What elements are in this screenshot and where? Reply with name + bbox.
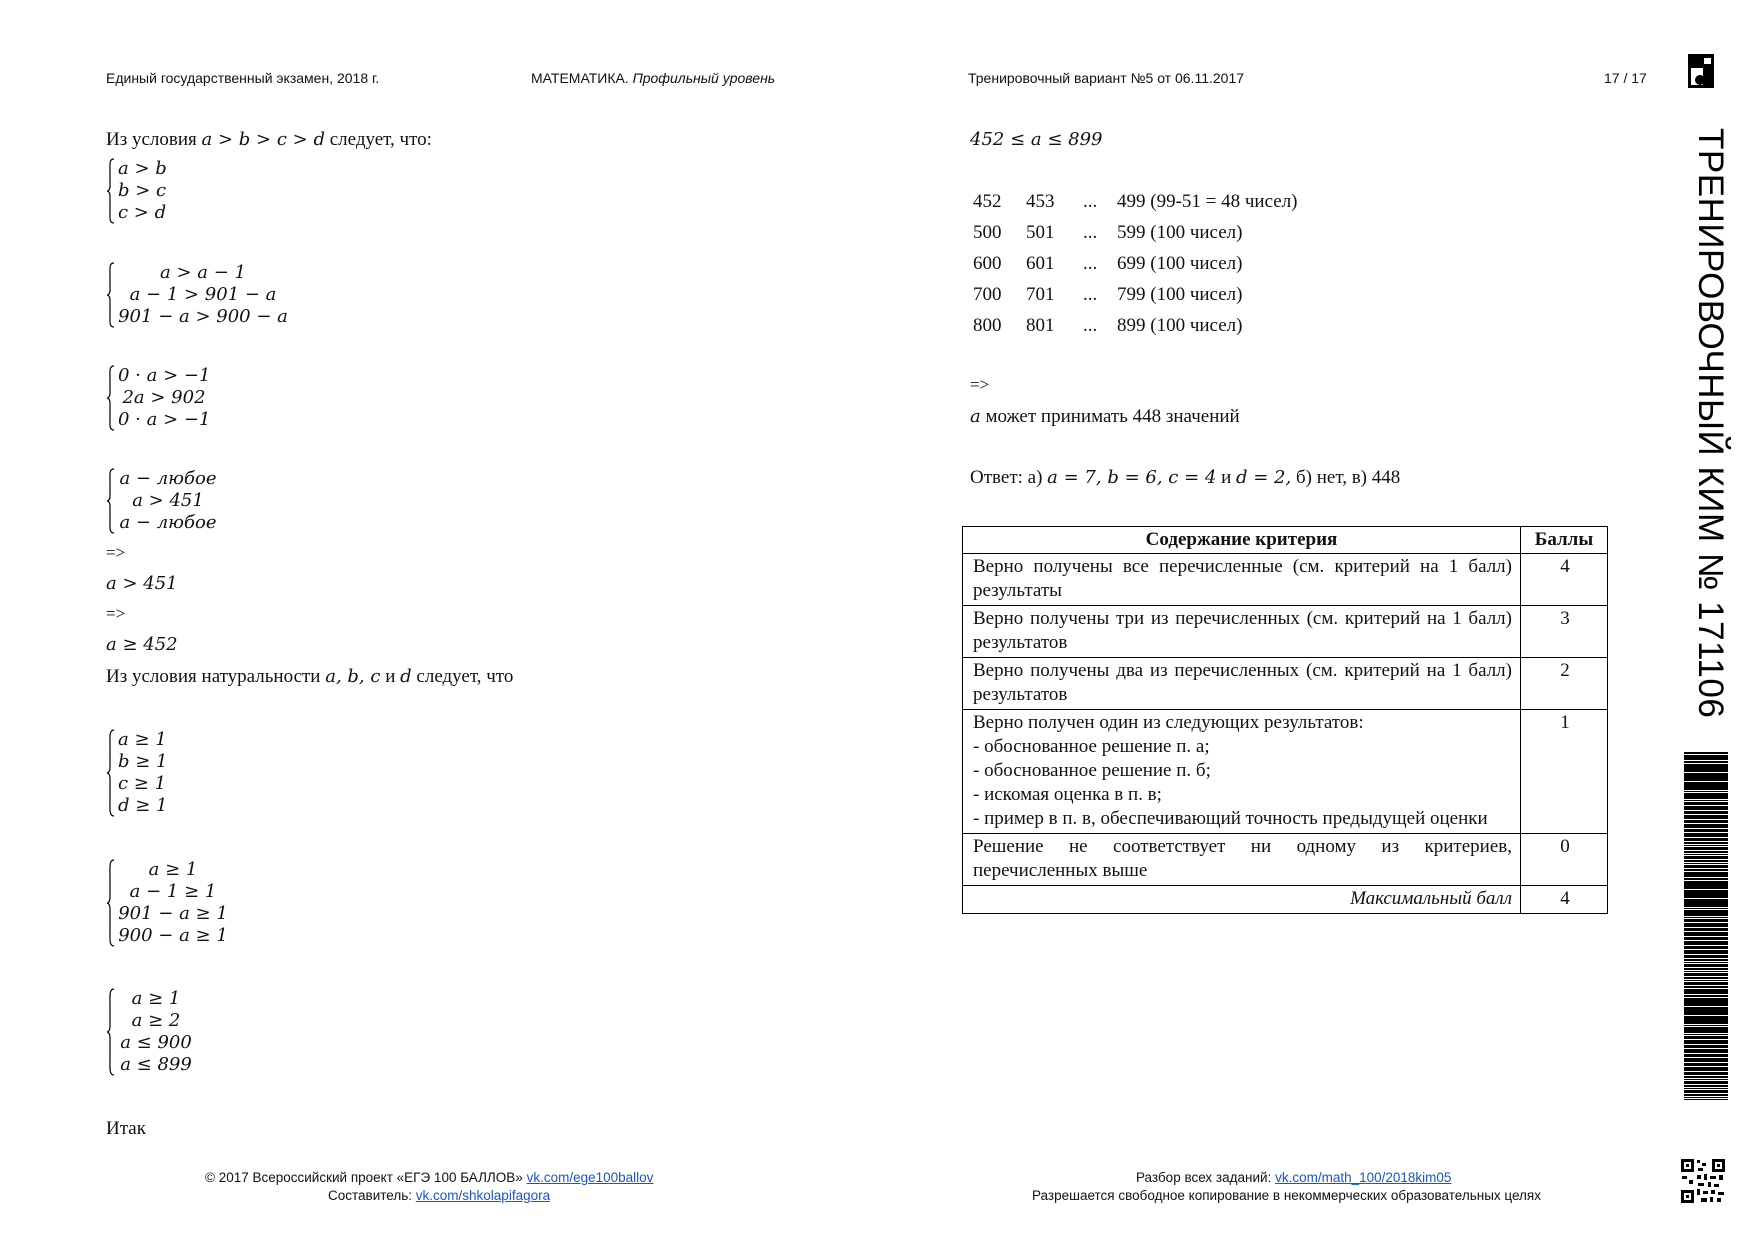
- result-2: a ≥ 452: [106, 634, 178, 655]
- barcode-icon: [1684, 752, 1728, 1100]
- system-3-row: 2a > 902: [122, 387, 206, 408]
- brace-icon: [106, 158, 115, 224]
- range-next: 453: [1026, 191, 1055, 212]
- range-inequality: 452 ≤ a ≤ 899: [970, 129, 1103, 150]
- score-cell: 3: [1521, 606, 1608, 658]
- header-subject-level: Профильный уровень: [632, 70, 776, 86]
- naturality-tail: следует, что: [416, 666, 514, 687]
- score-cell: 0: [1521, 834, 1608, 886]
- intro-text: Из условия: [106, 129, 197, 150]
- criterion-item: - обоснованное решение п. б;: [973, 760, 1211, 781]
- criterion-item: - пример в п. в, обеспечивающий точность предыдущей оценки: [973, 808, 1488, 829]
- arrow-2: =>: [106, 604, 126, 623]
- footer-author-link[interactable]: vk.com/shkolapifagora: [415, 1188, 551, 1203]
- footer-author: [328, 1188, 550, 1203]
- table-row: [963, 834, 1608, 886]
- criterion-header: Содержание критерия: [963, 527, 1521, 554]
- answer-tail: б) нет, в) 448: [1295, 467, 1401, 488]
- naturality-d: d: [400, 666, 412, 687]
- range-dots: ...: [1083, 253, 1098, 274]
- range-end: 599 (100 чисел): [1117, 222, 1243, 243]
- range-next: 601: [1026, 253, 1055, 274]
- footer-copyright-text: © 2017 Всероссийский проект «ЕГЭ 100 БАЛЛОВ»: [205, 1170, 523, 1185]
- naturality-and: и: [385, 666, 396, 687]
- score-cell: 4: [1521, 554, 1608, 606]
- system-5-row: b ≥ 1: [118, 751, 168, 772]
- result-1: a > 451: [106, 573, 178, 594]
- system-7-row: a ≤ 900: [120, 1032, 192, 1053]
- answer-and: и: [1221, 467, 1232, 488]
- side-title-text: ТРЕНИРОВОЧНЫЙ КИМ № 171106: [1691, 128, 1730, 719]
- criteria-table: [962, 526, 1608, 914]
- range-next: 501: [1026, 222, 1055, 243]
- brace-icon: [106, 468, 115, 534]
- system-6: [106, 859, 228, 947]
- criterion-cell: Решение не соответствует ни одному из критериев, перечисленных выше: [963, 834, 1521, 886]
- system-6-row: 901 − a ≥ 1: [118, 903, 228, 924]
- max-score-value: 4: [1521, 886, 1608, 914]
- answer-line: [970, 467, 1400, 489]
- range-next: 701: [1026, 284, 1055, 305]
- range-start: 500: [973, 222, 1002, 243]
- footer-tasks-text: Разбор всех заданий:: [1136, 1170, 1272, 1185]
- system-5-row: a ≥ 1: [118, 729, 167, 750]
- score-cell: 1: [1521, 710, 1608, 834]
- system-3-row: 0 · a > −1: [118, 409, 211, 430]
- itak-text: Итак: [106, 1118, 146, 1139]
- criterion-cell: Верно получены два из перечисленных (см. критерий на 1 балл) результатов: [963, 658, 1521, 710]
- max-score-label: Максимальный балл: [963, 886, 1521, 914]
- system-4-row: a > 451: [132, 490, 204, 511]
- system-6-row: 900 − a ≥ 1: [118, 925, 228, 946]
- answer-d: d = 2,: [1236, 467, 1292, 488]
- header-subject: [531, 70, 775, 86]
- criterion-item: - обоснованное решение п. а;: [973, 736, 1210, 757]
- system-3-row: 0 · a > −1: [118, 365, 211, 386]
- system-1-row: b > c: [118, 180, 167, 201]
- system-4: [106, 468, 218, 534]
- range-dots: ...: [1083, 191, 1098, 212]
- range-end: 699 (100 чисел): [1117, 253, 1243, 274]
- system-3: [106, 365, 210, 431]
- score-header: Баллы: [1521, 527, 1608, 554]
- range-start: 600: [973, 253, 1002, 274]
- header-left: Единый государственный экзамен, 2018 г.: [106, 70, 380, 86]
- criterion-cell: [963, 710, 1521, 834]
- table-row: [963, 606, 1608, 658]
- answer-math: a = 7, b = 6, c = 4: [1047, 467, 1217, 488]
- footer-tasks: [1136, 1170, 1451, 1185]
- values-text: может принимать 448 значений: [985, 406, 1240, 427]
- brace-icon: [106, 365, 115, 431]
- footer-author-text: Составитель:: [328, 1188, 413, 1203]
- system-4-row: a − любое: [119, 468, 217, 489]
- criterion-lead: Верно получен один из следующих результатов:: [973, 712, 1364, 733]
- system-4-row: a − любое: [119, 512, 217, 533]
- arrow-1: =>: [106, 543, 126, 562]
- logo-icon: [1688, 54, 1714, 88]
- footer-project-link[interactable]: vk.com/ege100ballov: [526, 1170, 654, 1185]
- system-7: [106, 988, 194, 1076]
- table-row: [963, 886, 1608, 914]
- answer-prefix: Ответ: а): [970, 467, 1043, 488]
- intro-line: [106, 129, 432, 151]
- values-count: [970, 406, 1240, 428]
- system-1-row: a > b: [118, 158, 167, 179]
- naturality-line: [106, 666, 513, 688]
- criterion-cell: Верно получены три из перечисленных (см. критерий на 1 балл) результатов: [963, 606, 1521, 658]
- range-end: 899 (100 чисел): [1117, 315, 1243, 336]
- system-2-row: a − 1 > 901 − a: [129, 284, 277, 305]
- header-subject-main: МАТЕМАТИКА.: [531, 70, 629, 86]
- system-7-row: a ≥ 2: [131, 1010, 181, 1031]
- system-5-row: c ≥ 1: [118, 773, 167, 794]
- range-start: 452: [973, 191, 1002, 212]
- criterion-item: - искомая оценка в п. в;: [973, 784, 1162, 805]
- intro-tail: следует, что:: [329, 129, 432, 150]
- footer-tasks-link[interactable]: vk.com/math_100/2018kim05: [1275, 1170, 1452, 1185]
- range-dots: ...: [1083, 222, 1098, 243]
- range-start: 800: [973, 315, 1002, 336]
- footer-copyright: [205, 1170, 653, 1185]
- values-math: a: [970, 406, 981, 427]
- system-7-row: a ≥ 1: [131, 988, 181, 1009]
- system-1-row: c > d: [118, 202, 167, 223]
- system-7-row: a ≤ 899: [120, 1054, 192, 1075]
- range-start: 700: [973, 284, 1002, 305]
- criterion-cell: Верно получены все перечисленные (см. критерий на 1 балл) результаты: [963, 554, 1521, 606]
- system-2-row: a > a − 1: [160, 262, 246, 283]
- system-6-row: a − 1 ≥ 1: [129, 881, 217, 902]
- range-end: 799 (100 чисел): [1117, 284, 1243, 305]
- system-6-row: a ≥ 1: [148, 859, 198, 880]
- brace-icon: [106, 859, 115, 947]
- table-row: [963, 658, 1608, 710]
- system-5-row: d ≥ 1: [118, 795, 168, 816]
- naturality-text: Из условия натуральности: [106, 666, 321, 687]
- range-end: 499 (99-51 = 48 чисел): [1117, 191, 1298, 212]
- range-next: 801: [1026, 315, 1055, 336]
- footer-license: Разрешается свободное копирование в некоммерческих образовательных целях: [1032, 1188, 1541, 1203]
- table-row: [963, 710, 1608, 834]
- range-dots: ...: [1083, 284, 1098, 305]
- brace-icon: [106, 988, 115, 1076]
- table-header-row: [963, 527, 1608, 554]
- brace-icon: [106, 262, 115, 328]
- naturality-math: a, b, c: [325, 666, 381, 687]
- arrow-3: =>: [970, 375, 990, 394]
- intro-math: a > b > c > d: [201, 129, 325, 150]
- table-row: [963, 554, 1608, 606]
- system-2-row: 901 − a > 900 − a: [118, 306, 288, 327]
- page-number: 17 / 17: [1604, 70, 1647, 86]
- system-5: [106, 729, 168, 817]
- range-dots: ...: [1083, 315, 1098, 336]
- score-cell: 2: [1521, 658, 1608, 710]
- side-title: [1691, 128, 1730, 728]
- system-1: [106, 158, 167, 224]
- brace-icon: [106, 729, 115, 817]
- header-variant: Тренировочный вариант №5 от 06.11.2017: [968, 70, 1245, 86]
- system-2: [106, 262, 288, 328]
- qr-code-icon: [1680, 1158, 1726, 1204]
